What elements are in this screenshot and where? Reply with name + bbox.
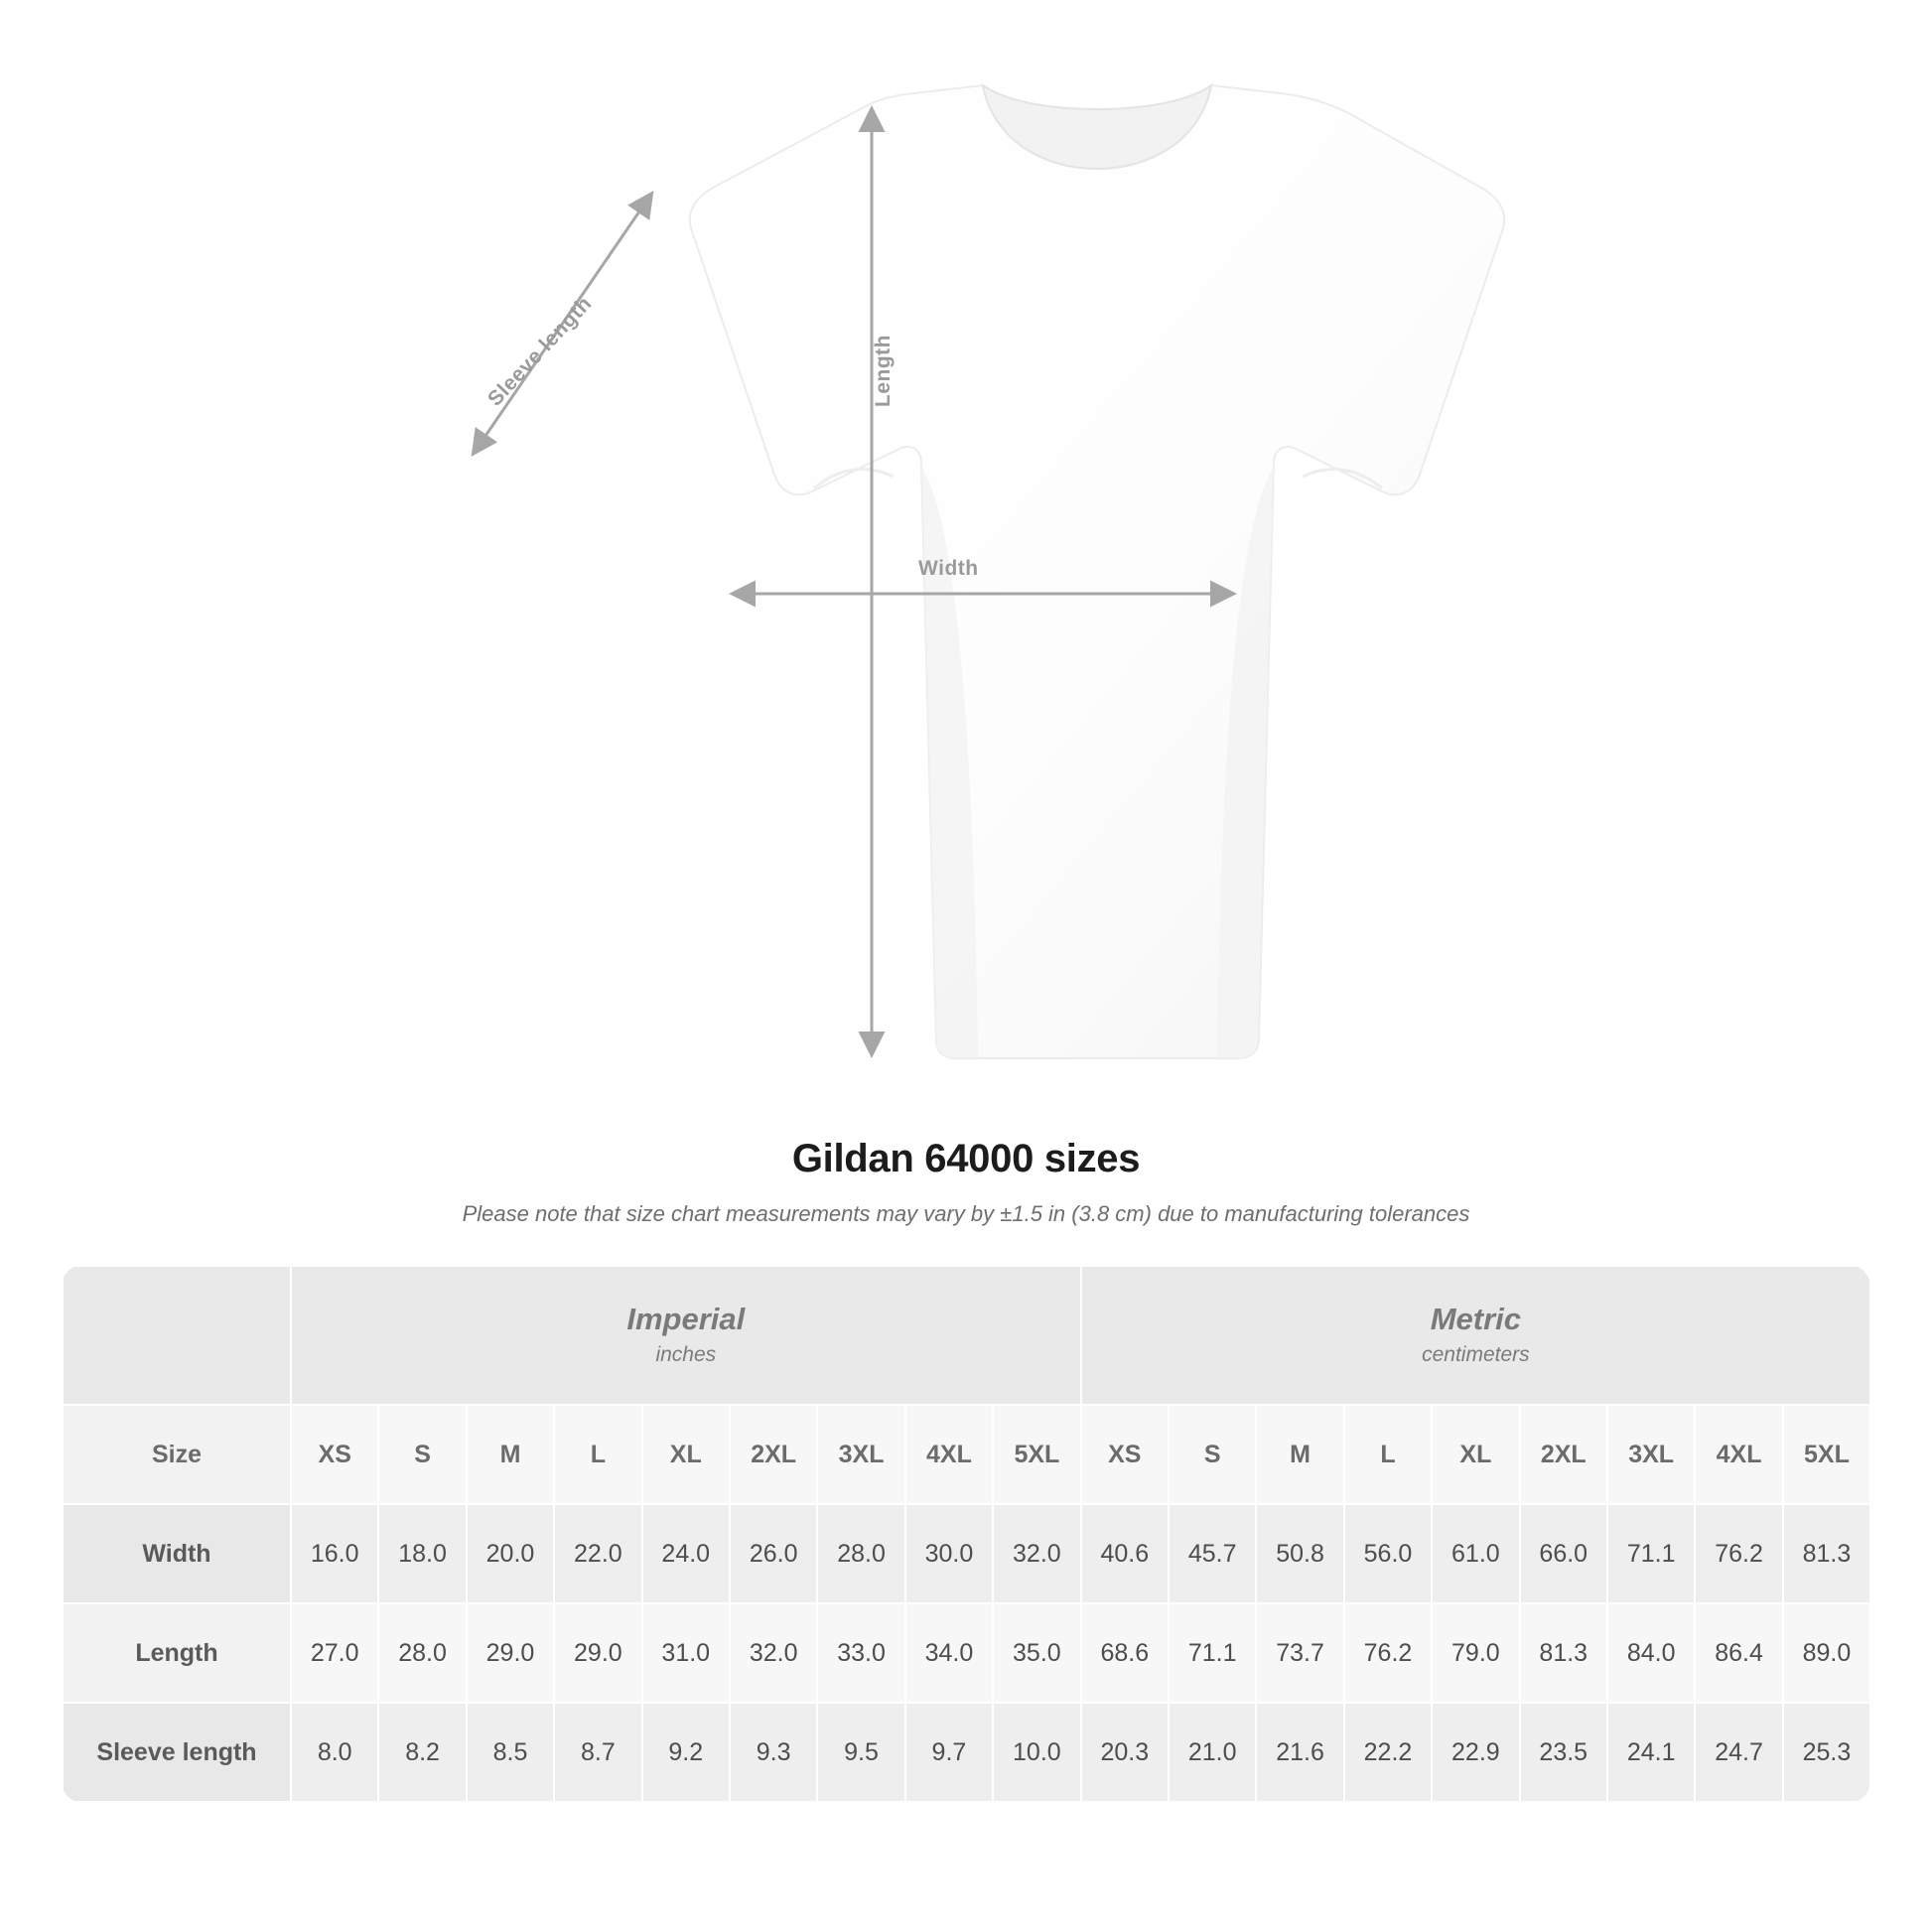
size-header-cell: S: [1169, 1405, 1256, 1504]
measurement-cell: 22.9: [1432, 1703, 1519, 1802]
sleeve-length-label: Sleeve length: [483, 292, 597, 411]
row-header-sleeve-length: Sleeve length: [63, 1703, 291, 1802]
measurement-cell: 81.3: [1520, 1603, 1607, 1703]
row-header-width: Width: [63, 1504, 291, 1603]
size-header-cell: 3XL: [817, 1405, 904, 1504]
measurement-cell: 22.0: [554, 1504, 641, 1603]
size-header-cell: 2XL: [1520, 1405, 1607, 1504]
width-label: Width: [918, 557, 979, 580]
measurement-cell: 34.0: [905, 1603, 993, 1703]
measurement-cell: 10.0: [993, 1703, 1080, 1802]
unit-header-metric: [1081, 1266, 1870, 1405]
measurement-cell: 71.1: [1169, 1603, 1256, 1703]
measurement-cell: 9.3: [730, 1703, 817, 1802]
size-header-cell: XL: [1432, 1405, 1519, 1504]
size-header-cell: 5XL: [1783, 1405, 1870, 1504]
measurement-cell: 81.3: [1783, 1504, 1870, 1603]
size-table-wrapper: [62, 1265, 1870, 1803]
size-header-cell: M: [467, 1405, 554, 1504]
measurement-cell: 8.2: [378, 1703, 466, 1802]
measurement-cell: 9.7: [905, 1703, 993, 1802]
row-header-size: Size: [63, 1405, 291, 1504]
unit-sub-imperial: inches: [655, 1342, 717, 1366]
measurement-cell: 73.7: [1256, 1603, 1343, 1703]
measurement-cell: 45.7: [1169, 1504, 1256, 1603]
unit-header-row: [63, 1266, 1870, 1405]
size-header-row: [63, 1405, 1870, 1504]
measurement-cell: 25.3: [1783, 1703, 1870, 1802]
measurement-cell: 28.0: [817, 1504, 904, 1603]
measurement-cell: 9.5: [817, 1703, 904, 1802]
size-header-cell: 4XL: [1695, 1405, 1782, 1504]
measurement-cell: 16.0: [291, 1504, 378, 1603]
unit-name-imperial: Imperial: [626, 1301, 746, 1336]
unit-name-metric: Metric: [1430, 1301, 1522, 1336]
size-header-cell: L: [1344, 1405, 1432, 1504]
measurement-cell: 84.0: [1607, 1603, 1695, 1703]
measurement-cell: 30.0: [905, 1504, 993, 1603]
measurement-cell: 22.2: [1344, 1703, 1432, 1802]
measurement-cell: 71.1: [1607, 1504, 1695, 1603]
measurement-cell: 29.0: [467, 1603, 554, 1703]
size-header-cell: XL: [642, 1405, 730, 1504]
size-header-cell: L: [554, 1405, 641, 1504]
tolerance-note: Please note that size chart measurements may vary by ±1.5 in (3.8 cm) due to manufacturing tolerances: [462, 1201, 1470, 1226]
measurement-cell: 21.6: [1256, 1703, 1343, 1802]
unit-sub-metric: centimeters: [1422, 1342, 1530, 1366]
row-header-length: Length: [63, 1603, 291, 1703]
measurement-cell: 76.2: [1344, 1603, 1432, 1703]
measurement-cell: 23.5: [1520, 1703, 1607, 1802]
measurement-cell: 29.0: [554, 1603, 641, 1703]
size-header-cell: XS: [1081, 1405, 1169, 1504]
measurement-cell: 20.0: [467, 1504, 554, 1603]
measurement-cell: 79.0: [1432, 1603, 1519, 1703]
unit-header-imperial: [291, 1266, 1081, 1405]
length-label: Length: [872, 335, 895, 407]
size-header-cell: S: [378, 1405, 466, 1504]
measurement-cell: 9.2: [642, 1703, 730, 1802]
measurement-cell: 89.0: [1783, 1603, 1870, 1703]
size-header-cell: 5XL: [993, 1405, 1080, 1504]
size-header-cell: 2XL: [730, 1405, 817, 1504]
measurement-cell: 24.1: [1607, 1703, 1695, 1802]
measurement-cell: 24.0: [642, 1504, 730, 1603]
measurement-cell: 26.0: [730, 1504, 817, 1603]
table-row: [63, 1603, 1870, 1703]
measurement-cell: 27.0: [291, 1603, 378, 1703]
measurement-cell: 20.3: [1081, 1703, 1169, 1802]
measurement-cell: 68.6: [1081, 1603, 1169, 1703]
measurement-cell: 8.7: [554, 1703, 641, 1802]
size-header-cell: XS: [291, 1405, 378, 1504]
measurement-cell: 31.0: [642, 1603, 730, 1703]
table-row: [63, 1703, 1870, 1802]
measurement-cell: 21.0: [1169, 1703, 1256, 1802]
size-header-cell: 4XL: [905, 1405, 993, 1504]
measurement-cell: 24.7: [1695, 1703, 1782, 1802]
measurement-cell: 66.0: [1520, 1504, 1607, 1603]
measurement-cell: 35.0: [993, 1603, 1080, 1703]
measurement-cell: 50.8: [1256, 1504, 1343, 1603]
size-table: [62, 1265, 1870, 1803]
measurement-cell: 76.2: [1695, 1504, 1782, 1603]
measurement-cell: 18.0: [378, 1504, 466, 1603]
measurement-cell: 8.0: [291, 1703, 378, 1802]
tshirt-shape: [690, 85, 1504, 1058]
measurement-cell: 56.0: [1344, 1504, 1432, 1603]
measurement-cell: 32.0: [730, 1603, 817, 1703]
measurement-cell: 61.0: [1432, 1504, 1519, 1603]
table-row: [63, 1504, 1870, 1603]
measurement-cell: 8.5: [467, 1703, 554, 1802]
measurement-cell: 86.4: [1695, 1603, 1782, 1703]
measurement-cell: 32.0: [993, 1504, 1080, 1603]
measurement-cell: 28.0: [378, 1603, 466, 1703]
size-header-cell: 3XL: [1607, 1405, 1695, 1504]
measurement-cell: 33.0: [817, 1603, 904, 1703]
size-header-cell: M: [1256, 1405, 1343, 1504]
measurement-cell: 40.6: [1081, 1504, 1169, 1603]
page-title: Gildan 64000 sizes: [791, 1137, 1141, 1180]
table-corner-cell: [63, 1266, 291, 1405]
